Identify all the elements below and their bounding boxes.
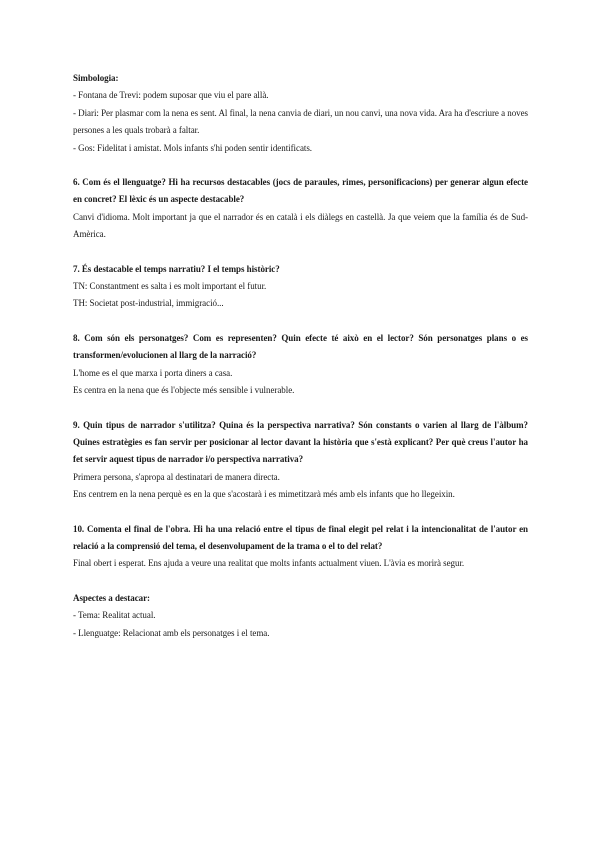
- question-9: 9. Quin tipus de narrador s'utilitza? Quina és la perspectiva narrativa? Són constants o varien al llarg de l'àlbum? Quines estratègies es fan servir per posicionar al lector davant la història que s'està explicant? Per què creus l'autor ha fet servir aquest tipus de narrador i/o perspectiva narrativa?: [73, 419, 528, 465]
- question-6: 6. Com és el llenguatge? Hi ha recursos destacables (jocs de paraules, rimes, personificacions) per generar algun efecte en concret? El lèxic és un aspecte destacable?: [73, 177, 528, 205]
- document-page: [73, 70, 528, 642]
- answer-6: Canvi d'idioma. Molt important ja que el narrador és en català i els diàlegs en castellà. Ja que veiem que la família és de Sud-Amèrica.: [73, 211, 528, 240]
- answer-9-line: Primera persona, s'apropa al destinatari de manera directa.: [73, 471, 280, 482]
- answer-10: Final obert i esperat. Ens ajuda a veure una realitat que molts infants actualment viuen. L'àvia es morirà segur.: [73, 558, 465, 569]
- question-7: 7. És destacable el temps narratiu? I el temps històric?: [73, 263, 280, 274]
- simbologia-item: - Diari: Per plasmar com la nena es sent. Al final, la nena canvia de diari, un nou canvi, una nova vida. Ara ha d'escriure a noves persones a les quals trobarà a faltar.: [73, 107, 528, 136]
- question-8: 8. Com són els personatges? Com es representen? Quin efecte té això en el lector? Són personatges plans o es transformen/evolucionen al llarg de la narració?: [73, 332, 528, 361]
- aspectes-item: - Tema: Realitat actual.: [73, 610, 156, 621]
- answer-8-line: L'home es el que marxa i porta diners a casa.: [73, 367, 233, 378]
- simbologia-item: - Fontana de Trevi: podem suposar que viu el pare allà.: [73, 90, 269, 101]
- question-10: 10. Comenta el final de l'obra. Hi ha una relació entre el tipus de final elegit pel relat i la intencionalitat de l'autor en relació a la comprensió del tema, el desenvolupament de la trama o el to del relat?: [73, 523, 528, 551]
- answer-8-line: Es centra en la nena que és l'objecte més sensible i vulnerable.: [73, 385, 295, 396]
- aspectes-item: - Llenguatge: Relacionat amb els personatges i el tema.: [73, 627, 270, 638]
- answer-7-tn: TN: Constantment es salta i es molt important el futur.: [73, 281, 267, 292]
- answer-7-th: TH: Societat post-industrial, immigració...: [73, 298, 224, 309]
- aspectes-heading: Aspectes a destacar:: [73, 592, 150, 603]
- simbologia-item: - Gos: Fidelitat i amistat. Mols infants s'hi poden sentir identificats.: [73, 142, 312, 153]
- simbologia-heading: Simbologia:: [73, 73, 119, 83]
- answer-9-line: Ens centrem en la nena perquè es en la que s'acostarà i es mimetitzarà més amb els infants que ho llegeixin.: [73, 489, 455, 500]
